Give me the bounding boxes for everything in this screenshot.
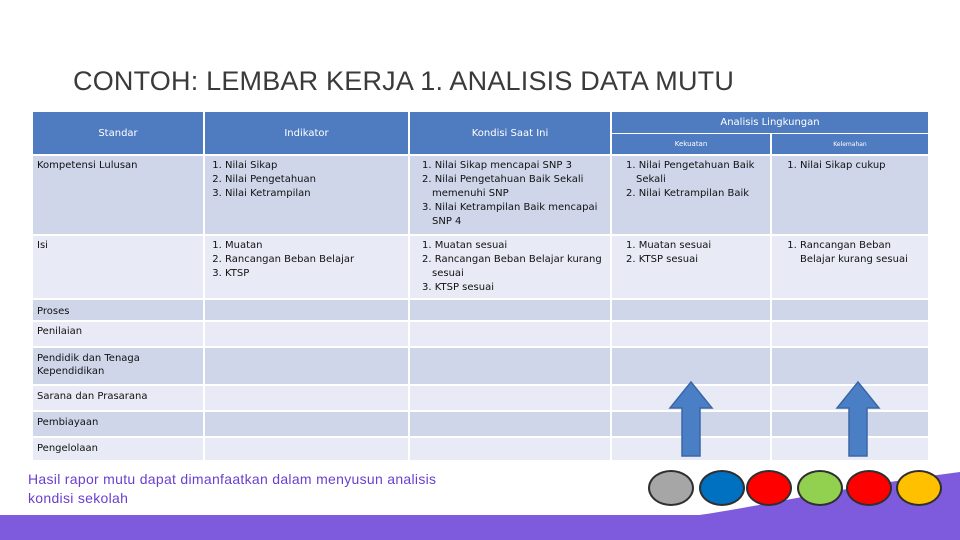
row-standar-kompetensi-lulusan: Kompetensi Lulusan xyxy=(33,156,203,234)
row-standar-sarana: Sarana dan Prasarana xyxy=(33,386,203,410)
gray-circle-icon xyxy=(648,470,694,506)
list-item: 2. KTSP sesuai xyxy=(626,254,698,265)
list-item: 3. Nilai Ketrampilan xyxy=(225,187,404,201)
footer-note: Hasil rapor mutu dapat dimanfaatkan dalam menyusun analisis kondisi sekolah xyxy=(28,471,437,506)
analysis-table xyxy=(33,112,928,460)
table-cell xyxy=(205,386,408,410)
row-standar-pengelolaan: Pengelolaan xyxy=(33,438,203,460)
table-cell xyxy=(205,322,408,346)
list-item: 1. Nilai Pengetahuan Baik Sekali xyxy=(626,160,755,185)
green-circle-icon xyxy=(797,470,843,506)
row-indikator-isi xyxy=(205,236,408,298)
list-item: 1. Nilai Sikap cukup xyxy=(800,159,924,173)
up-arrow-icon xyxy=(668,380,714,458)
row-kekuatan-isi xyxy=(612,236,770,298)
table-cell xyxy=(410,412,610,436)
blue-circle-icon xyxy=(699,470,745,506)
table-cell xyxy=(410,386,610,410)
row-standar-proses: Proses xyxy=(33,300,203,320)
up-arrow-icon xyxy=(835,380,881,458)
header-kelemahan: Kelemahan xyxy=(772,134,928,154)
table-cell xyxy=(772,300,928,320)
row-indikator-kompetensi-lulusan xyxy=(205,156,408,234)
header-analisis-lingkungan: Analisis Lingkungan xyxy=(612,112,928,133)
header-kekuatan: Kekuatan xyxy=(612,134,770,154)
table-cell xyxy=(205,412,408,436)
table-cell xyxy=(772,348,928,384)
list-item: 3. KTSP sesuai xyxy=(422,282,494,293)
row-standar-isi: Isi xyxy=(33,236,203,298)
table-cell xyxy=(205,300,408,320)
table-cell xyxy=(410,322,610,346)
row-kelemahan-kompetensi-lulusan xyxy=(772,156,928,234)
table-cell xyxy=(205,348,408,384)
list-item: 2. Nilai Pengetahuan xyxy=(225,173,404,187)
list-item: 2. Rancangan Beban Belajar xyxy=(225,253,404,267)
row-kondisi-isi xyxy=(410,236,610,298)
list-item: 3. KTSP xyxy=(225,267,404,281)
table-cell xyxy=(612,348,770,384)
row-kelemahan-isi xyxy=(772,236,928,298)
table-cell xyxy=(205,438,408,460)
bottom-accent-band xyxy=(0,515,960,540)
table-cell xyxy=(612,300,770,320)
row-standar-pembiayaan: Pembiayaan xyxy=(33,412,203,436)
table-cell xyxy=(410,300,610,320)
list-item: 1. Muatan sesuai xyxy=(626,240,712,251)
header-standar: Standar xyxy=(33,112,203,154)
list-item: 1. Rancangan Beban Belajar kurang sesuai xyxy=(800,239,924,267)
row-kekuatan-kompetensi-lulusan xyxy=(612,156,770,234)
red-circle-icon xyxy=(846,470,892,506)
list-item: 1. Nilai Sikap mencapai SNP 3 xyxy=(422,160,572,171)
row-standar-pendidik: Pendidik dan Tenaga Kependidikan xyxy=(33,348,203,384)
list-item: 2. Nilai Ketrampilan Baik xyxy=(626,188,750,199)
list-item: 1. Muatan xyxy=(225,239,404,253)
yellow-circle-icon xyxy=(896,470,942,506)
red-circle-icon xyxy=(746,470,792,506)
header-kondisi: Kondisi Saat Ini xyxy=(410,112,610,154)
list-item: 2. Rancangan Beban Belajar kurang sesuai xyxy=(422,254,602,279)
table-cell xyxy=(612,322,770,346)
list-item: 3. Nilai Ketrampilan Baik mencapai SNP 4 xyxy=(422,202,598,227)
table-cell xyxy=(772,322,928,346)
list-item: 1. Nilai Sikap xyxy=(225,159,404,173)
list-item: 1. Muatan sesuai xyxy=(422,240,508,251)
row-standar-penilaian: Penilaian xyxy=(33,322,203,346)
table-cell xyxy=(410,438,610,460)
slide-title: CONTOH: LEMBAR KERJA 1. ANALISIS DATA MUTU xyxy=(73,66,735,96)
table-cell xyxy=(410,348,610,384)
list-item: 2. Nilai Pengetahuan Baik Sekali memenuhi SNP xyxy=(422,174,584,199)
header-indikator: Indikator xyxy=(205,112,408,154)
row-kondisi-kompetensi-lulusan xyxy=(410,156,610,234)
